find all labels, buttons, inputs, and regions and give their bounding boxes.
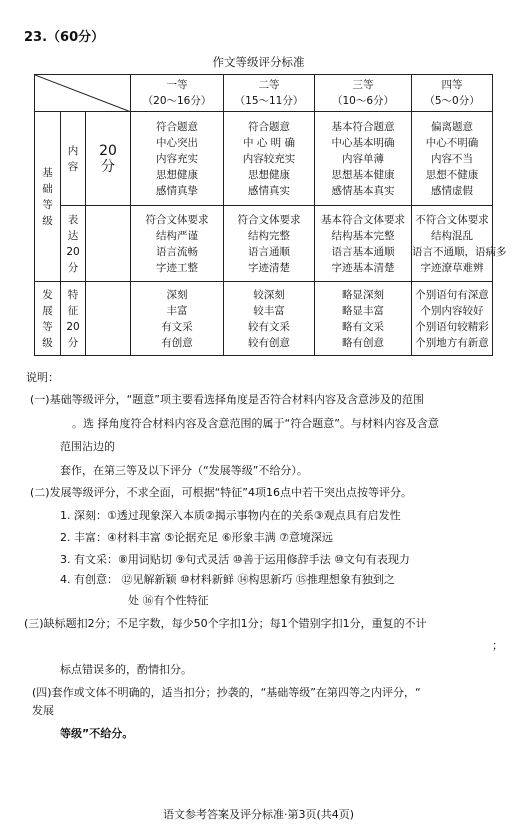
- development-item-3: 3. 有文采：⑧用词贴切 ⑨句式灵活 ⑩善于运用修辞手法 ⑩文句有表现力: [60, 553, 410, 566]
- expression-spacer: [86, 206, 131, 282]
- basic-level-label: 基 础 等 级: [35, 112, 61, 282]
- development-grade-3: 略显深刻 略显丰富 略有文采 略有创意: [315, 282, 412, 356]
- page-footer: 语文参考答案及评分标准·第3页(共4页): [162, 808, 355, 821]
- note-1-line-d: 套作，在第三等及以下评分（“发展等级”不给分）。: [60, 464, 308, 477]
- expression-grade-1: 符合文体要求 结构严谨 语言流畅 字迹工整: [131, 206, 224, 282]
- content-score: 20 分: [86, 112, 131, 206]
- diagonal-line: [35, 75, 131, 112]
- development-item-2: 2. 丰富：④材料丰富 ⑤论据充足 ⑥形象丰满 ⑦意境深远: [60, 531, 333, 544]
- grading-table: [34, 74, 507, 356]
- note-4-line-a: (四)套作或文体不明确的，适当扣分；抄袭的，“基础等级”在第四等之内评分，“: [32, 686, 421, 699]
- content-label: 内 容: [61, 112, 86, 206]
- expression-grade-4: 不符合文体要求 结构混乱 语言不通顺，语病多 字迹潦草难辨: [412, 206, 493, 282]
- feature-spacer: [86, 282, 131, 356]
- grade-header-3: 三等 （10～6分）: [315, 75, 412, 112]
- content-grade-2: 符合题意 中 心 明 确 内容较充实 思想健康 感情真实: [224, 112, 315, 206]
- note-4-line-b: 发展: [32, 704, 54, 717]
- header-diagonal-cell: [35, 75, 131, 112]
- note-2: (二)发展等级评分，不求全面，可根据“特征”4项16点中若干突出点按等评分。: [30, 486, 412, 499]
- note-3-semicolon: ；: [492, 639, 503, 652]
- development-grade-4: 个别语句有深意 个别内容较好 个别语句较精彩 个别地方有新意: [412, 282, 493, 356]
- content-grade-1: 符合题意 中心突出 内容充实 思想健康 感情真挚: [131, 112, 224, 206]
- notes-heading: 说明：: [26, 371, 59, 384]
- grade-header-2: 二等 （15～11分）: [224, 75, 315, 112]
- expression-grade-2: 符合文体要求 结构完整 语言通顺 字迹清楚: [224, 206, 315, 282]
- expression-label: 表 达 20 分: [61, 206, 86, 282]
- content-grade-4: 偏离题意 中心不明确 内容不当 思想不健康 感情虚假: [412, 112, 493, 206]
- expression-grade-3: 基本符合文体要求 结构基本完整 语言基本通顺 字迹基本清楚: [315, 206, 412, 282]
- note-1-line-a: (一)基础等级评分，“题意”项主要看选择角度是否符合材料内容及含意涉及的范围: [30, 393, 424, 406]
- content-grade-3: 基本符合题意 中心基本明确 内容单薄 思想基本健康 感情基本真实: [315, 112, 412, 206]
- note-3-line-b: 标点错误多的，酌情扣分。: [60, 663, 192, 676]
- grade-header-4: 四等 （5～0分）: [412, 75, 493, 112]
- grade-header-1: 一等 （20～16分）: [131, 75, 224, 112]
- feature-label: 特 征 20 分: [61, 282, 86, 356]
- development-item-4: 4. 有创意： ⑫见解新颖 ⑩材料新鲜 ⑭构思新巧 ⑮推理想象有独到之: [60, 573, 395, 586]
- table-title: 作文等级评分标准: [212, 55, 305, 69]
- development-item-4-cont: 处 ⑯有个性特征: [128, 594, 209, 607]
- development-level-label: 发 展 等 级: [35, 282, 61, 356]
- note-1-line-c: 范围沾边的: [60, 440, 115, 453]
- question-title: 23.（60分）: [24, 30, 105, 45]
- note-4-line-c: 等级”不给分。: [60, 727, 134, 740]
- development-grade-1: 深刻 丰富 有文采 有创意: [131, 282, 224, 356]
- note-1-line-b: 。选 择角度符合材料内容及含意范围的属于“符合题意”。与材料内容及含意: [72, 417, 439, 430]
- development-grade-2: 较深刻 较丰富 较有文采 较有创意: [224, 282, 315, 356]
- development-item-1: 1. 深刻：①透过现象深入本质②揭示事物内在的关系③观点具有启发性: [60, 509, 401, 522]
- note-3: (三)缺标题扣2分；不足字数，每少50个字扣1分；每1个错别字扣1分，重复的不计: [24, 617, 427, 630]
